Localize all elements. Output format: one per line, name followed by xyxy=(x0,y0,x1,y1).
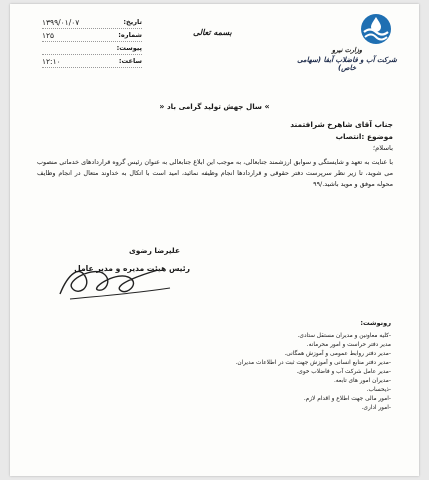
addressee: جناب آقای شاهرخ شرافتمند xyxy=(290,120,393,129)
cc-item: -امور مالی جهت اطلاع و اقدام لازم. xyxy=(303,396,391,403)
signature-block xyxy=(40,244,190,304)
number-label: شماره: xyxy=(118,31,142,39)
date-label: تاریخ: xyxy=(123,18,142,26)
cc-title: رونوشت: xyxy=(360,319,391,327)
subject: موضوع :انتصاب xyxy=(335,132,393,142)
letter-paragraph: با عنایت به تعهد و شایستگی و سوابق ارزشمند جنابعالی، به موجب این ابلاغ جنابعالی به عنوان رئیس گروه قراردادهای خدماتی منصوب می شوید، تا زیر نظر سرپرست دفتر حقوقی و قراردادها انجام وظیفه نمائید، امید است با اتکال به خداوند متعال در انجام وظایف محوله موفق و موید باشید./۹۹ xyxy=(37,157,393,189)
company-name: شرکت آب و فاضلاب آبفا (سهامی خاص) xyxy=(297,56,397,72)
time-label: ساعت: xyxy=(118,57,142,65)
letter-meta xyxy=(42,16,142,68)
attachment-label: پیوست: xyxy=(116,44,142,52)
cc-item: مدیر دفتر حراست و امور محرمانه. xyxy=(306,342,391,349)
cc-item: -مدیر عامل شرکت آب و فاضلاب خوی. xyxy=(296,369,391,376)
number-value: ۱۲۵ xyxy=(42,30,55,40)
cc-item: -ذیحساب. xyxy=(366,387,391,394)
water-drop-logo-icon xyxy=(359,12,393,46)
motto-mark-left: « xyxy=(159,102,165,111)
cc-list xyxy=(61,318,391,413)
letter-page xyxy=(10,4,419,476)
cc-item: -مدیر دفتر منابع انسانی و آموزش جهت ثبت در اطلاعات مدیران. xyxy=(235,360,391,367)
cc-item: -مدیر دفتر روابط عمومی و آموزش همگانی. xyxy=(284,351,391,358)
number-row xyxy=(42,29,142,42)
signer-title: رئیس هیئت مدیره و مدیر عامل xyxy=(74,264,190,273)
signer-name: علیرضا رضوی xyxy=(129,246,180,255)
motto xyxy=(10,102,419,111)
cc-item: -امور اداری. xyxy=(361,405,391,412)
cc-item: -مدیران امور های تابعه. xyxy=(333,378,391,385)
letter-body xyxy=(37,119,393,190)
date-row xyxy=(42,16,142,29)
attachment-row xyxy=(42,42,142,55)
date-value: ۱۳۹۹/۰۱/۰۷ xyxy=(42,17,80,27)
time-value: ۱۲:۱۰ xyxy=(42,56,61,66)
organization-name xyxy=(291,46,403,72)
time-row xyxy=(42,55,142,68)
besmeh-heading: بسمه تعالی xyxy=(193,28,232,37)
motto-mark-right: » xyxy=(264,102,270,111)
greeting: باسلام؛ xyxy=(372,144,393,153)
cc-item: -کلیه معاونین و مدیران مستقل ستادی. xyxy=(297,333,391,340)
ministry-name: وزارت نیرو xyxy=(331,46,363,54)
motto-text: سال جهش تولید گرامی باد xyxy=(166,102,262,111)
